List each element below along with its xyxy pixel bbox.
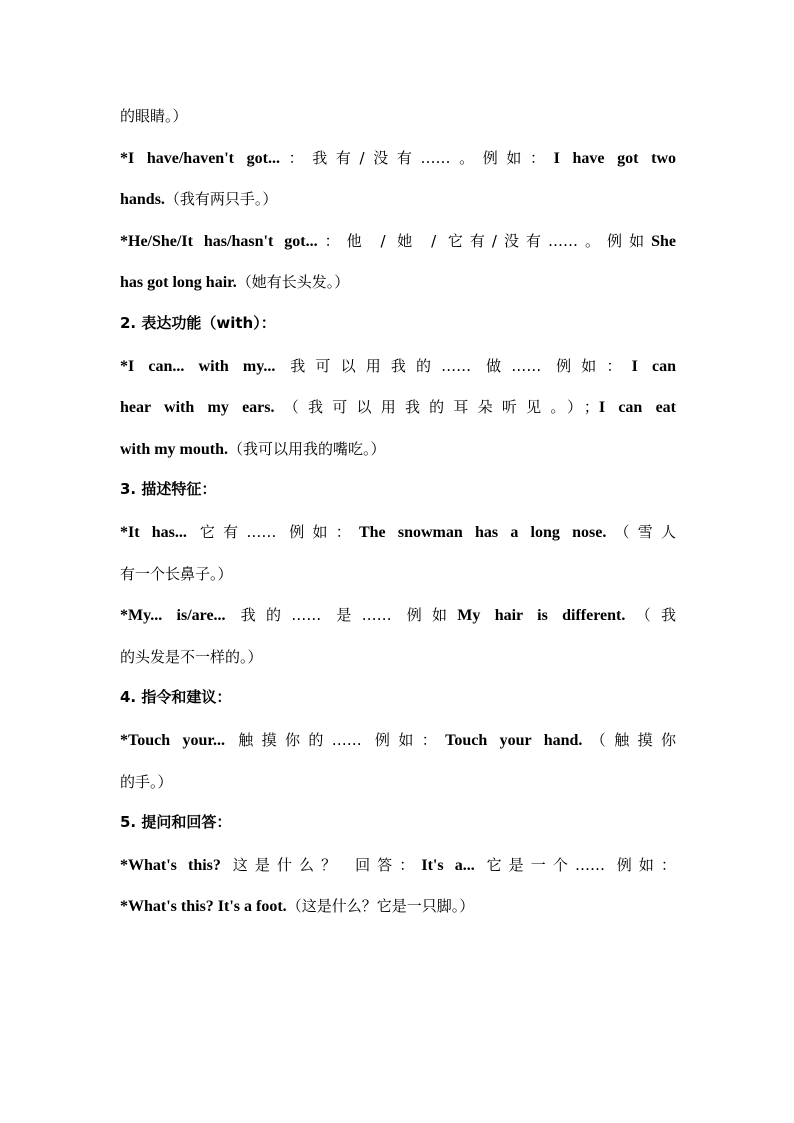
text-line — [120, 594, 676, 636]
text-english: I have got two — [553, 149, 676, 167]
text-line — [120, 178, 676, 220]
text-chinese: 这是什么？ 回答： — [220, 855, 422, 874]
text-line — [120, 261, 676, 303]
text-english: I can — [631, 357, 676, 375]
text-chinese: ：他 / 她 / 它有/没有……。例如 — [317, 231, 652, 250]
text-chinese: 的眼睛。） — [120, 107, 188, 125]
section-heading: 5. 提问和回答： — [120, 813, 232, 832]
section-heading: 3. 描述特征： — [120, 480, 217, 499]
text-english: *My... is/are... — [120, 607, 226, 625]
text-chinese: ：我有/没有……。例如： — [279, 148, 554, 167]
document-content — [120, 95, 676, 927]
text-english: *It has... — [120, 523, 187, 541]
text-line — [120, 345, 676, 387]
text-english: has got long hair. — [120, 274, 237, 292]
text-line — [120, 386, 676, 428]
text-line — [120, 137, 676, 179]
text-english: *What's this? — [120, 856, 221, 874]
text-english: *What's this? It's a foot. — [120, 898, 287, 916]
text-chinese: 的手。） — [120, 772, 173, 791]
text-chinese: （触摸你 — [582, 730, 676, 749]
text-english: My hair is different. — [457, 607, 626, 625]
text-english: Touch your hand. — [445, 731, 583, 749]
text-chinese: （我有两只手。） — [164, 190, 278, 209]
text-chinese: （雪人 — [606, 522, 676, 541]
text-chinese: （这是什么？它是一只脚。） — [286, 897, 475, 916]
text-line — [120, 553, 676, 595]
text-chinese: 我的…… 是…… 例如 — [225, 606, 458, 625]
section-heading: 4. 指令和建议： — [120, 688, 232, 707]
text-line — [120, 844, 676, 886]
text-chinese: 的头发是不一样的。） — [120, 647, 263, 666]
text-english: with my mouth. — [120, 440, 229, 458]
text-line — [120, 511, 676, 553]
text-chinese: 有一个长鼻子。） — [120, 564, 233, 583]
text-english: hear with my ears. — [120, 399, 275, 417]
text-english: hands. — [120, 191, 165, 209]
text-english: She — [651, 232, 676, 250]
text-chinese: 触摸你的…… 例如： — [225, 730, 446, 749]
text-chinese: （我 — [625, 606, 676, 625]
text-chinese: 我可以用我的…… 做…… 例如： — [275, 356, 632, 375]
text-line — [120, 885, 676, 927]
text-line — [120, 719, 676, 761]
text-line — [120, 636, 676, 678]
text-line — [120, 220, 676, 262]
text-chinese: （我可以用我的耳朵听见。）； — [274, 398, 599, 417]
text-line — [120, 95, 676, 137]
text-chinese: （她有长头发。） — [236, 273, 350, 292]
text-english: *I have/haven't got... — [120, 149, 280, 167]
text-english: I can eat — [598, 399, 676, 417]
text-line — [120, 428, 676, 470]
text-english: It's a... — [421, 856, 475, 874]
text-chinese: （我可以用我的嘴吃。） — [228, 439, 386, 458]
text-english: The snowman has a long nose. — [358, 523, 607, 541]
text-line — [120, 761, 676, 803]
text-chinese: 它是一个…… 例如： — [474, 855, 676, 874]
text-english: *Touch your... — [120, 731, 226, 749]
text-english: *I can... with my... — [120, 357, 276, 375]
section-heading: 2. 表达功能（with）： — [120, 313, 276, 332]
text-chinese: 它有…… 例如： — [186, 522, 359, 541]
text-english: *He/She/It has/hasn't got... — [120, 232, 318, 250]
